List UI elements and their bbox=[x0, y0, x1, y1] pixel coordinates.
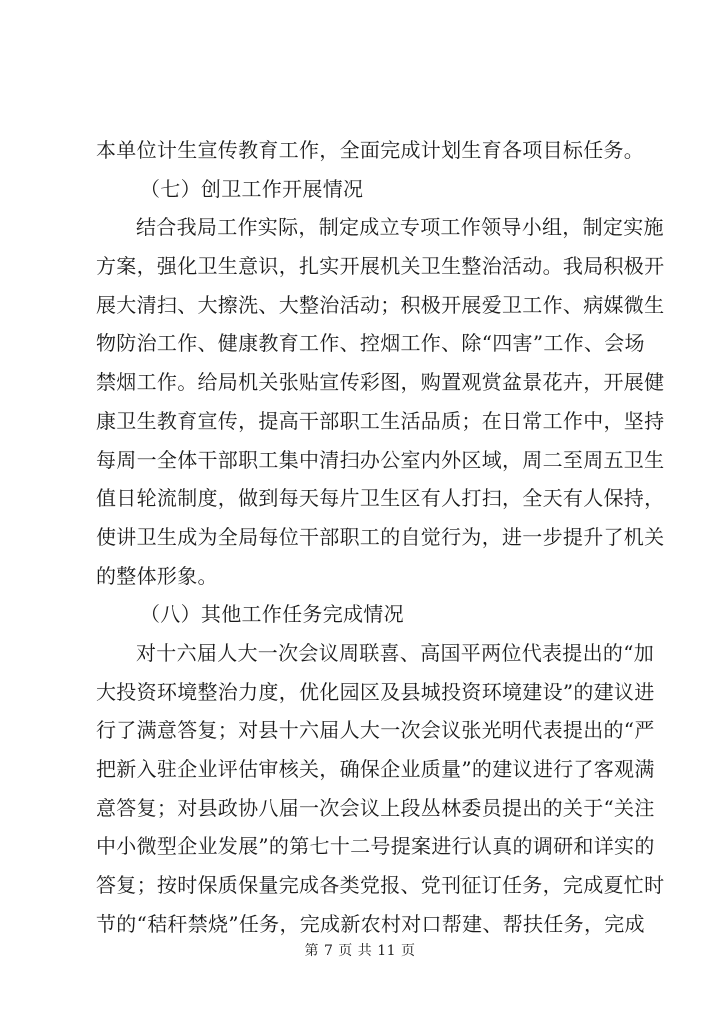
text-line: 节的“秸秆禁烧”任务，完成新农村对口帮建、帮扶任务，完成 bbox=[96, 911, 645, 936]
text-line: 意答复；对县政协八届一次会议上段丛林委员提出的关于“关注 bbox=[96, 795, 655, 820]
text-line: 展大清扫、大擦洗、大整治活动；积极开展爱卫工作、病媒微生 bbox=[96, 292, 665, 317]
text-line: 康卫生教育宣传，提高干部职工生活品质；在日常工作中，坚持 bbox=[96, 408, 665, 433]
page-number-footer: 第 7 页 共 11 页 bbox=[304, 943, 416, 959]
text-line: 每周一全体干部职工集中清扫办公室内外区域，周二至周五卫生 bbox=[96, 447, 665, 472]
text-line: 禁烟工作。给局机关张贴宣传彩图，购置观赏盆景花卉，开展健 bbox=[96, 370, 665, 395]
text-line: 答复；按时保质保量完成各类党报、党刊征订任务，完成夏忙时 bbox=[96, 873, 665, 898]
text-line: 物防治工作、健康教育工作、控烟工作、除“四害”工作、会场 bbox=[96, 331, 645, 356]
text-line: 值日轮流制度，做到每天每片卫生区有人打扫，全天有人保持， bbox=[96, 486, 665, 511]
document-body bbox=[96, 131, 665, 943]
text-line: 使讲卫生成为全局每位干部职工的自觉行为，进一步提升了机关 bbox=[96, 524, 665, 549]
text-line: 方案，强化卫生意识，扎实开展机关卫生整治活动。我局积极开 bbox=[96, 254, 665, 279]
text-line: 本单位计生宣传教育工作，全面完成计划生育各项目标任务。 bbox=[96, 138, 645, 162]
text-line: 把新入驻企业评估审核关，确保企业质量”的建议进行了客观满 bbox=[96, 757, 655, 781]
text-line: 中小微型企业发展”的第七十二号提案进行认真的调研和详实的 bbox=[96, 834, 655, 859]
section-heading-7: （七）创卫工作开展情况 bbox=[140, 176, 364, 201]
text-line: 行了满意答复；对县十六届人大一次会议张光明代表提出的“严 bbox=[96, 718, 655, 743]
text-line: 对十六届人大一次会议周联喜、高国平两位代表提出的“加 bbox=[136, 640, 655, 665]
text-line: 的整体形象。 bbox=[96, 563, 218, 588]
section-heading-8: （八）其他工作任务完成情况 bbox=[140, 602, 404, 627]
text-line: 结合我局工作实际，制定成立专项工作领导小组，制定实施 bbox=[136, 215, 664, 240]
text-line: 大投资环境整治力度，优化园区及县城投资环境建设”的建议进 bbox=[96, 679, 655, 704]
